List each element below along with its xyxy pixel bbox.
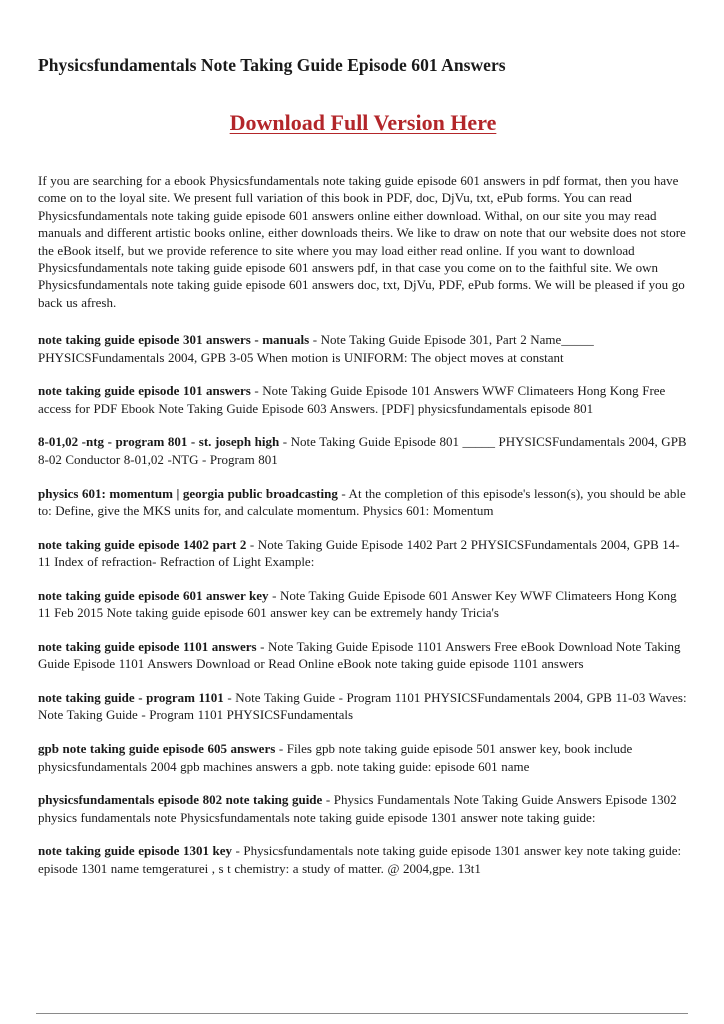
entry-description: - Note Taking Guide Episode 301, Part 2 Name_____ PHYSICSFundamentals 2004, GPB 3-05 When motion is UNIFORM: The object moves at constant xyxy=(38,332,594,365)
entry-title[interactable]: note taking guide episode 101 answers xyxy=(38,383,251,399)
entry-title[interactable]: note taking guide episode 301 answers - manuals xyxy=(38,332,310,348)
entry-description: - Note Taking Guide - Program 1101 PHYSICSFundamentals 2004, GPB 11-03 Waves: Note Taking Guide - Program 1101 PHYSICSFundamentals xyxy=(38,690,687,723)
entry-description: - Physicsfundamentals note taking guide episode 1301 answer key note taking guide: episode 1301 name temgeraturei , s t chemistry: a study of matter. @ 2004,gpe. 13t1 xyxy=(38,843,682,876)
entry-title[interactable]: gpb note taking guide episode 605 answers xyxy=(38,741,276,757)
list-item xyxy=(38,791,688,826)
entry-title[interactable]: 8-01,02 -ntg - program 801 - st. joseph high xyxy=(38,434,280,450)
list-item xyxy=(38,689,688,724)
entry-title[interactable]: note taking guide episode 601 answer key xyxy=(38,587,269,603)
document-title: Physicsfundamentals Note Taking Guide Episode 601 Answers xyxy=(38,55,506,75)
entry-title[interactable]: note taking guide episode 1301 key xyxy=(38,843,232,859)
entry-description: - At the completion of this episode's lesson(s), you should be able to: Define, give the MKS units for, and calculate momentum. Physics 601: Momentum xyxy=(38,485,686,518)
list-item xyxy=(38,485,688,520)
list-item xyxy=(38,842,688,877)
entry-description: - Note Taking Guide Episode 601 Answer Key WWF Climateers Hong Kong 11 Feb 2015 Note taking guide episode 601 answer key can be extremely handy Tricia's xyxy=(38,587,677,621)
download-full-version-link[interactable]: Download Full Version Here xyxy=(229,110,497,135)
entry-description: - Files gpb note taking guide episode 501 answer key, book include physicsfundamentals 2004 gpb machines answers a gpb. note taking guide: episode 601 name xyxy=(38,741,633,774)
entry-description: - Note Taking Guide Episode 1402 Part 2 PHYSICSFundamentals 2004, GPB 14-11 Index of refraction- Refraction of Light Example: xyxy=(38,536,680,570)
entry-title[interactable]: note taking guide episode 1101 answers xyxy=(38,638,257,654)
footer-divider xyxy=(36,1013,688,1014)
entry-description: - Note Taking Guide Episode 101 Answers WWF Climateers Hong Kong Free access for PDF Ebook Note Taking Guide Episode 603 Answers. [PDF] physicsfundamentals episode 801 xyxy=(38,383,666,416)
entry-title[interactable]: note taking guide episode 1402 part 2 xyxy=(38,536,247,552)
list-item xyxy=(38,740,688,775)
entry-title[interactable]: physics 601: momentum | georgia public broadcasting xyxy=(38,485,338,501)
list-item xyxy=(38,433,688,468)
list-item xyxy=(38,536,688,571)
list-item xyxy=(38,638,688,673)
entry-list xyxy=(38,331,688,877)
download-section xyxy=(38,110,688,136)
entry-description: - Note Taking Guide Episode 1101 Answers Free eBook Download Note Taking Guide Episode 1101 Answers Download or Read Online eBook note taking guide episode 1101 answers xyxy=(38,638,681,672)
entry-title[interactable]: physicsfundamentals episode 802 note taking guide xyxy=(38,792,323,808)
intro-paragraph: If you are searching for a ebook Physicsfundamentals note taking guide episode 601 answers in pdf format, then you have come on to the loyal site. We present full variation of this book in PDF, doc, DjVu, txt, ePub forms. You can read Physicsfundamentals note taking guide episode 601 answers online either download. Withal, on our site you may read manuals and different artistic books online, either downloads theirs. We like to draw on note that our website does not store the eBook itself, but we provide reference to site where you may load either read online. If you want to download Physicsfundamentals note taking guide episode 601 answers pdf, in that case you come on to the faithful site. We own Physicsfundamentals note taking guide episode 601 answers doc, txt, DjVu, PDF, ePub forms. We will be pleased if you go back us afresh. xyxy=(38,173,686,310)
entry-description: - Note Taking Guide Episode 801 _____ PHYSICSFundamentals 2004, GPB 8-02 Conductor 8-01,02 -NTG - Program 801 xyxy=(38,434,687,467)
entry-title[interactable]: note taking guide - program 1101 xyxy=(38,690,224,706)
list-item xyxy=(38,587,688,622)
list-item xyxy=(38,382,688,417)
entry-description: - Physics Fundamentals Note Taking Guide Answers Episode 1302 physics fundamentals note Physicsfundamentals note taking guide episode 1301 answer note taking guide: xyxy=(38,792,677,825)
list-item xyxy=(38,331,688,366)
